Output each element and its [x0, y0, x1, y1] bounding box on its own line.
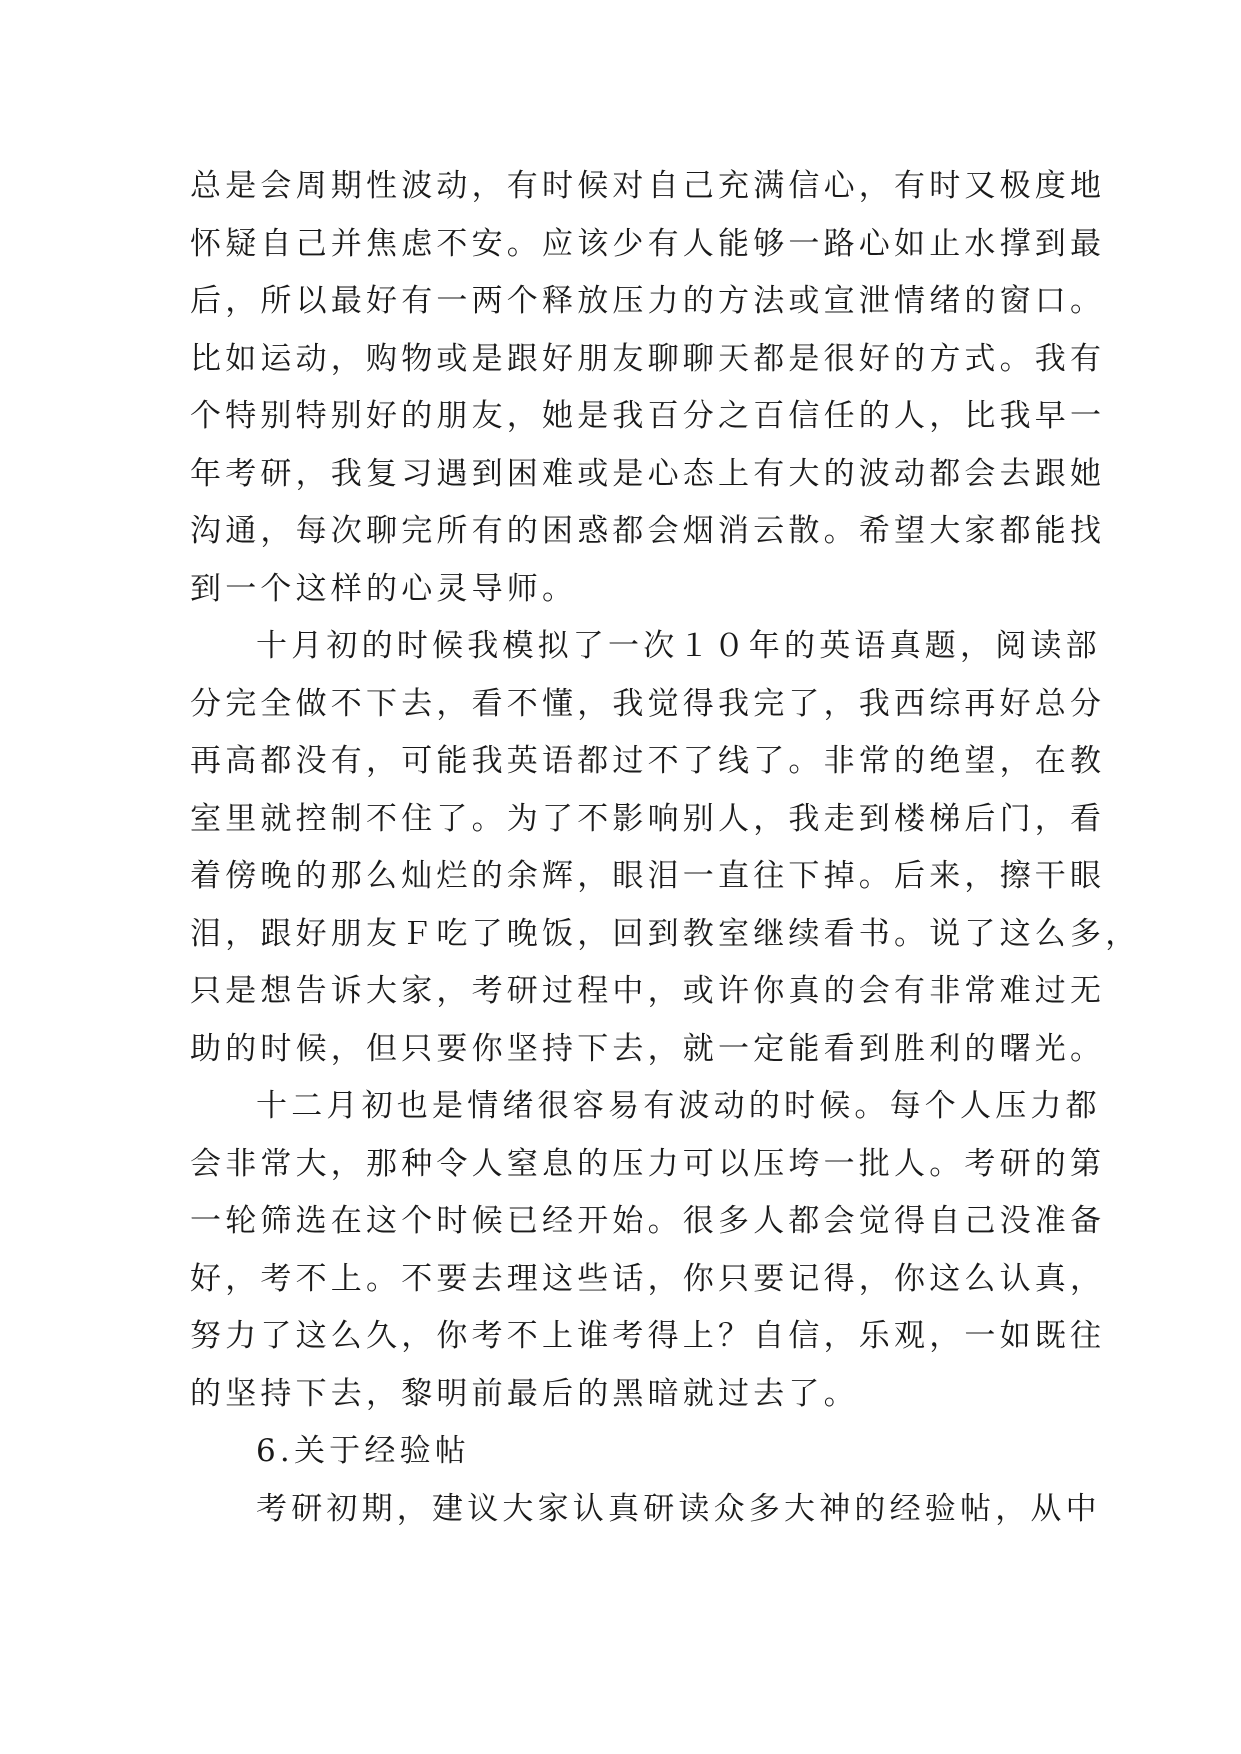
text-line: 年考研，我复习遇到困难或是心态上有大的波动都会去跟她 — [190, 455, 1106, 492]
text-line: 个特别特别好的朋友，她是我百分之百信任的人，比我早一 — [190, 398, 1106, 434]
text-line: 6.关于经验帖 — [256, 1433, 470, 1469]
text-line: 十二月初也是情绪很容易有波动的时候。每个人压力都 — [256, 1088, 1101, 1124]
document-body — [190, 158, 1190, 1538]
text-line: 后，所以最好有一两个释放压力的方法或宣泄情绪的窗口。 — [190, 283, 1106, 319]
text-line: 到一个这样的心灵导师。 — [190, 570, 578, 607]
text-line: 会非常大，那种令人窒息的压力可以压垮一批人。考研的第 — [190, 1145, 1106, 1182]
text-line: 好，考不上。不要去理这些话，你只要记得，你这么认真， — [190, 1260, 1106, 1297]
text-line: 十月初的时候我模拟了一次１０年的英语真题，阅读部 — [256, 628, 1101, 664]
text-line: 着傍晚的那么灿烂的余辉，眼泪一直往下掉。后来，擦干眼 — [190, 858, 1106, 894]
text-line: 助的时候，但只要你坚持下去，就一定能看到胜利的曙光。 — [190, 1030, 1106, 1067]
text-line: 考研初期，建议大家认真研读众多大神的经验帖，从中 — [256, 1490, 1101, 1527]
text-line: 努力了这么久，你考不上谁考得上？自信，乐观，一如既往 — [190, 1318, 1106, 1354]
text-line: 室里就控制不住了。为了不影响别人，我走到楼梯后门，看 — [190, 800, 1106, 837]
text-line: 总是会周期性波动，有时候对自己充满信心，有时又极度地 — [190, 168, 1106, 204]
text-line: 分完全做不下去，看不懂，我觉得我完了，我西综再好总分 — [190, 685, 1106, 722]
text-line: 再高都没有，可能我英语都过不了线了。非常的绝望，在教 — [190, 743, 1106, 779]
text-line: 比如运动，购物或是跟好朋友聊聊天都是很好的方式。我有 — [190, 340, 1106, 377]
text-line: 怀疑自己并焦虑不安。应该少有人能够一路心如止水撑到最 — [190, 225, 1106, 262]
text-line: 沟通，每次聊完所有的困惑都会烟消云散。希望大家都能找 — [190, 513, 1106, 549]
text-line: 泪，跟好朋友Ｆ吃了晚饭，回到教室继续看书。说了这么多， — [190, 915, 1141, 952]
text-line: 的坚持下去，黎明前最后的黑暗就过去了。 — [190, 1375, 859, 1412]
text-line: 一轮筛选在这个时候已经开始。很多人都会觉得自己没准备 — [190, 1203, 1106, 1239]
text-line: 只是想告诉大家，考研过程中，或许你真的会有非常难过无 — [190, 973, 1106, 1009]
